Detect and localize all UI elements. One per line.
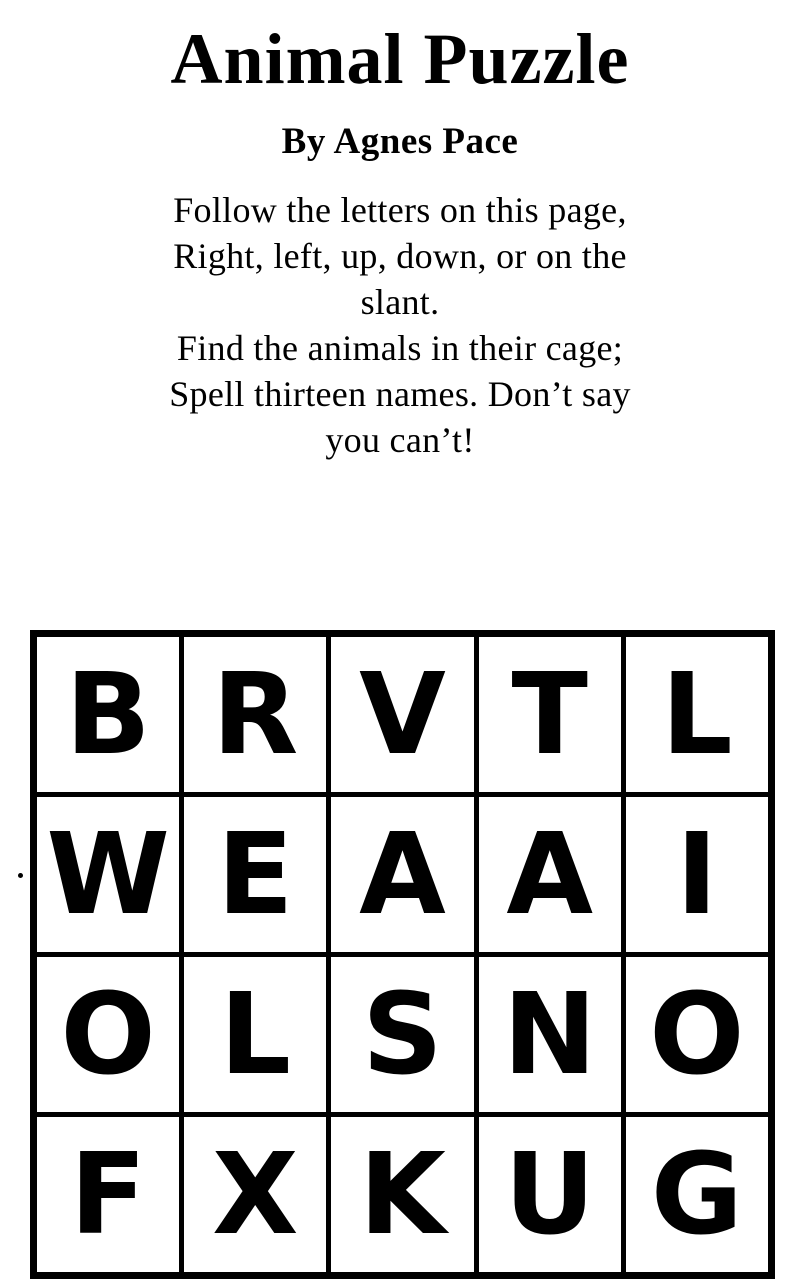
verse bbox=[0, 163, 800, 463]
ink-speck bbox=[18, 873, 23, 878]
verse-line: you can’t! bbox=[325, 419, 475, 460]
grid-cell: W bbox=[37, 797, 179, 952]
verse-line: slant. bbox=[360, 281, 440, 322]
byline: By Agnes Pace bbox=[281, 120, 519, 162]
verse-line: Find the animals in their cage; bbox=[176, 327, 624, 368]
verse-line: Follow the letters on this page, bbox=[173, 189, 627, 230]
page-title: Animal Puzzle bbox=[170, 19, 630, 99]
verse-line: Spell thirteen names. Don’t say bbox=[169, 373, 631, 414]
grid-cell: K bbox=[331, 1117, 473, 1272]
grid-cell: A bbox=[331, 797, 473, 952]
grid-cell: L bbox=[626, 637, 768, 792]
grid-cell: O bbox=[626, 957, 768, 1112]
grid-cell: N bbox=[479, 957, 621, 1112]
grid-cell: A bbox=[479, 797, 621, 952]
grid-cell: L bbox=[184, 957, 326, 1112]
grid-cell: S bbox=[331, 957, 473, 1112]
letter-grid bbox=[30, 630, 775, 1279]
letter-grid-container bbox=[30, 630, 775, 1279]
grid-cell: X bbox=[184, 1117, 326, 1272]
grid-cell: O bbox=[37, 957, 179, 1112]
grid-cell: U bbox=[479, 1117, 621, 1272]
grid-cell: R bbox=[184, 637, 326, 792]
grid-cell: I bbox=[626, 797, 768, 952]
verse-line: Right, left, up, down, or on the bbox=[173, 235, 627, 276]
grid-cell: V bbox=[331, 637, 473, 792]
grid-cell: E bbox=[184, 797, 326, 952]
grid-cell: B bbox=[37, 637, 179, 792]
grid-cell: F bbox=[37, 1117, 179, 1272]
grid-cell: T bbox=[479, 637, 621, 792]
grid-cell: G bbox=[626, 1117, 768, 1272]
